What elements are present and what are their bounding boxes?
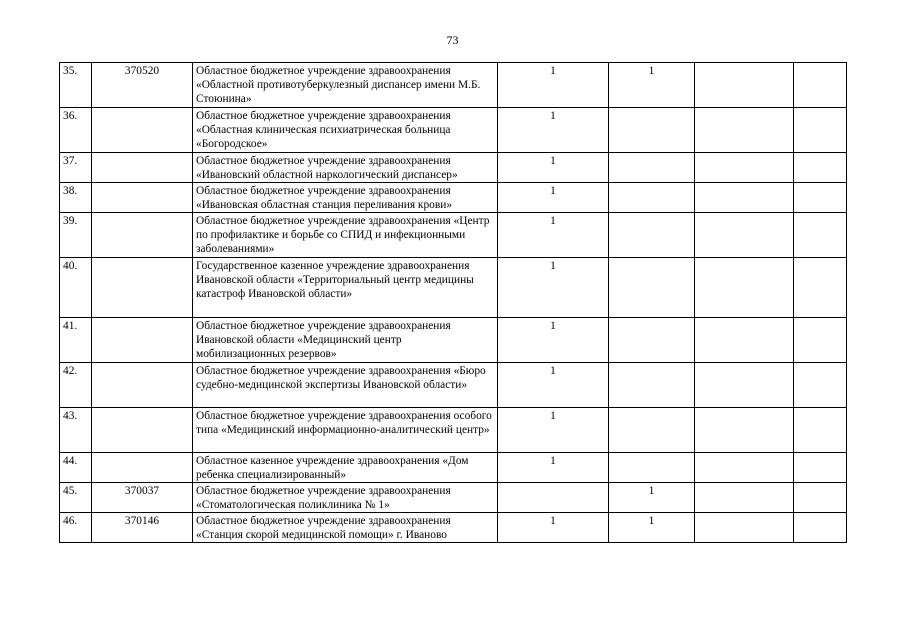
institution-code — [92, 318, 193, 363]
value-col-d — [794, 513, 847, 543]
value-col-d — [794, 258, 847, 318]
value-col-b: 1 — [609, 513, 695, 543]
value-col-b: 1 — [609, 483, 695, 513]
institution-name: Областное бюджетное учреждение здравоохранения «Ивановский областной наркологический диспансер» — [193, 153, 498, 183]
table-row — [60, 108, 847, 153]
value-col-b — [609, 183, 695, 213]
table-row — [60, 363, 847, 408]
table-row — [60, 318, 847, 363]
value-col-b — [609, 258, 695, 318]
registry-table — [59, 62, 847, 543]
value-col-a: 1 — [498, 258, 609, 318]
page-number: 73 — [446, 33, 459, 47]
table-row — [60, 408, 847, 453]
row-number: 45. — [60, 483, 92, 513]
value-col-d — [794, 108, 847, 153]
value-col-c — [695, 108, 794, 153]
value-col-b — [609, 108, 695, 153]
institution-code — [92, 258, 193, 318]
value-col-c — [695, 213, 794, 258]
row-number: 42. — [60, 363, 92, 408]
institution-name: Областное бюджетное учреждение здравоохранения «Бюро судебно-медицинской экспертизы Ивановской области» — [193, 363, 498, 408]
institution-code: 370520 — [92, 63, 193, 108]
institution-name: Областное бюджетное учреждение здравоохранения «Ивановская областная станция переливания крови» — [193, 183, 498, 213]
institution-name: Областное бюджетное учреждение здравоохранения особого типа «Медицинский информационно-аналитический центр» — [193, 408, 498, 453]
institution-name: Областное бюджетное учреждение здравоохранения «Центр по профилактике и борьбе со СПИД и инфекционными заболеваниями» — [193, 213, 498, 258]
institution-code — [92, 408, 193, 453]
institution-name: Областное бюджетное учреждение здравоохранения «Областная клиническая психиатрическая больница «Богородское» — [193, 108, 498, 153]
institution-code — [92, 363, 193, 408]
value-col-a: 1 — [498, 453, 609, 483]
value-col-d — [794, 483, 847, 513]
value-col-c — [695, 258, 794, 318]
value-col-c — [695, 363, 794, 408]
row-number: 44. — [60, 453, 92, 483]
value-col-d — [794, 183, 847, 213]
value-col-a: 1 — [498, 153, 609, 183]
table-row — [60, 153, 847, 183]
institution-code: 370146 — [92, 513, 193, 543]
value-col-c — [695, 513, 794, 543]
value-col-d — [794, 63, 847, 108]
institution-code — [92, 213, 193, 258]
value-col-b: 1 — [609, 63, 695, 108]
table-row — [60, 483, 847, 513]
value-col-c — [695, 408, 794, 453]
value-col-c — [695, 153, 794, 183]
value-col-a: 1 — [498, 363, 609, 408]
value-col-a: 1 — [498, 108, 609, 153]
table-row — [60, 183, 847, 213]
value-col-b — [609, 213, 695, 258]
value-col-a — [498, 483, 609, 513]
row-number: 43. — [60, 408, 92, 453]
institution-code — [92, 108, 193, 153]
value-col-d — [794, 453, 847, 483]
institution-name: Государственное казенное учреждение здравоохранения Ивановской области «Территориальный центр медицины катастроф Ивановской области» — [193, 258, 498, 318]
row-number: 41. — [60, 318, 92, 363]
value-col-a: 1 — [498, 63, 609, 108]
table-row — [60, 63, 847, 108]
row-number: 46. — [60, 513, 92, 543]
value-col-c — [695, 453, 794, 483]
institution-code: 370037 — [92, 483, 193, 513]
institution-code — [92, 453, 193, 483]
row-number: 36. — [60, 108, 92, 153]
institution-name: Областное бюджетное учреждение здравоохранения Ивановской области «Медицинский центр мобилизационных резервов» — [193, 318, 498, 363]
table-row — [60, 213, 847, 258]
value-col-d — [794, 213, 847, 258]
table-row — [60, 513, 847, 543]
value-col-c — [695, 63, 794, 108]
row-number: 35. — [60, 63, 92, 108]
row-number: 39. — [60, 213, 92, 258]
value-col-a: 1 — [498, 183, 609, 213]
value-col-b — [609, 453, 695, 483]
value-col-b — [609, 408, 695, 453]
table-row — [60, 258, 847, 318]
value-col-a: 1 — [498, 318, 609, 363]
row-number: 37. — [60, 153, 92, 183]
institution-name: Областное бюджетное учреждение здравоохранения «Стоматологическая поликлиника № 1» — [193, 483, 498, 513]
value-col-d — [794, 318, 847, 363]
value-col-a: 1 — [498, 513, 609, 543]
value-col-d — [794, 408, 847, 453]
institution-code — [92, 153, 193, 183]
row-number: 40. — [60, 258, 92, 318]
institution-code — [92, 183, 193, 213]
value-col-b — [609, 153, 695, 183]
value-col-c — [695, 183, 794, 213]
value-col-d — [794, 153, 847, 183]
value-col-c — [695, 318, 794, 363]
institution-name: Областное бюджетное учреждение здравоохранения «Станция скорой медицинской помощи» г. Иваново — [193, 513, 498, 543]
value-col-b — [609, 318, 695, 363]
value-col-a: 1 — [498, 408, 609, 453]
value-col-d — [794, 363, 847, 408]
value-col-a: 1 — [498, 213, 609, 258]
value-col-b — [609, 363, 695, 408]
row-number: 38. — [60, 183, 92, 213]
value-col-c — [695, 483, 794, 513]
institution-name: Областное казенное учреждение здравоохранения «Дом ребенка специализированный» — [193, 453, 498, 483]
institution-name: Областное бюджетное учреждение здравоохранения «Областной противотуберкулезный диспансер имени М.Б. Стоюнина» — [193, 63, 498, 108]
table-row — [60, 453, 847, 483]
